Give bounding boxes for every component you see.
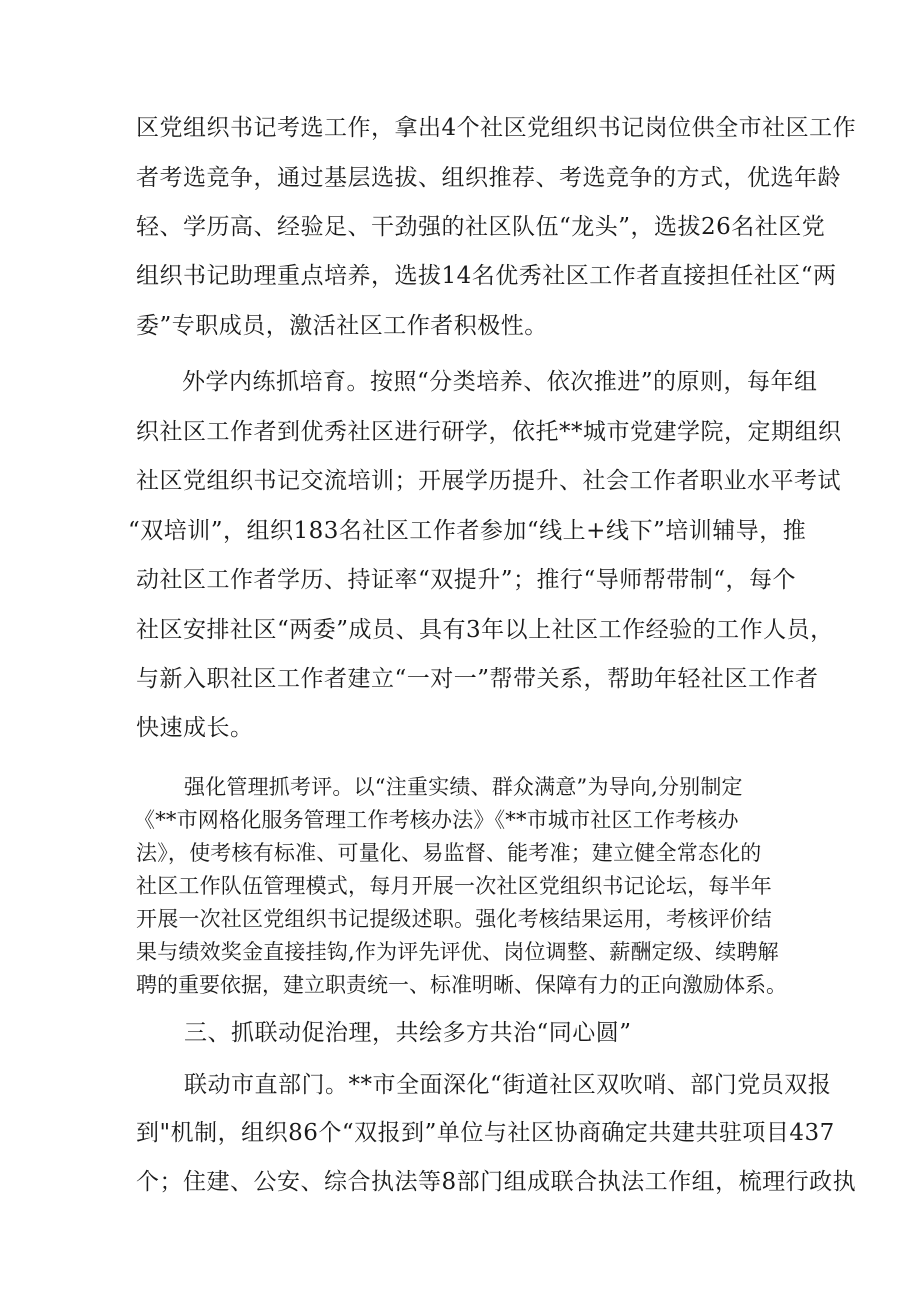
text-line: 社区安排社区“两委”成员、具有3年以上社区工作经验的工作人员， (136, 617, 834, 643)
text-line: 快速成长。 (136, 715, 254, 741)
text-line: 聘的重要依据，建立职责统一、标准明晰、保障有力的正向激励体系。 (136, 973, 787, 997)
section-heading: 三、抓联动促治理，共绘多方共治“同心圆” (184, 1020, 632, 1046)
text-line: 个；住建、公安、综合执法等8部门组成联合执法工作组，梳理行政执 (136, 1169, 857, 1195)
text-line: “双培训”，组织183名社区工作者参加“线上+线下”培训辅导，推 (128, 518, 807, 544)
text-line: 轻、学历高、经验足、干劲强的社区队伍“龙头”，选拔26名社区党 (136, 214, 826, 240)
text-line: 区党组织书记考选工作，拿出4个社区党组织书记岗位供全市社区工作 (136, 115, 857, 141)
text-line: 果与绩效奖金直接挂钩,作为评先评优、岗位调整、薪酬定级、续聘解 (136, 940, 779, 964)
text-line: 织社区工作者到优秀社区进行研学，依托**城市党建学院，定期组织 (136, 419, 842, 445)
text-line: 社区工作队伍管理模式，每月开展一次社区党组织书记论坛，每半年 (136, 874, 772, 898)
paragraph-first-line: 联动市直部门。**市全面深化“街道社区双吹哨、部门党员双报 (184, 1072, 832, 1098)
paragraph-first-line: 强化管理抓考评。以“注重实绩、群众满意”为导向,分别制定 (184, 775, 743, 799)
text-line: 动社区工作者学历、持证率“双提升”；推行“导师帮带制“，每个 (136, 567, 797, 593)
text-line: 社区党组织书记交流培训；开展学历提升、社会工作者职业水平考试 (136, 468, 841, 494)
text-line: 《**市网格化服务管理工作考核办法》《**市城市社区工作考核办 (134, 808, 739, 832)
text-line: 开展一次社区党组织书记提级述职。强化考核结果运用，考核评价结 (136, 907, 772, 931)
text-line: 委”专职成员，激活社区工作者积极性。 (136, 313, 548, 339)
paragraph-first-line: 外学内练抓培育。按照“分类培养、依次推进”的原则，每年组 (182, 369, 818, 395)
text-line: 组织书记助理重点培养，选拔14名优秀社区工作者直接担任社区“两 (136, 263, 837, 289)
text-line: 到"机制，组织86个“双报到”单位与社区协商确定共建共驻项目437 (136, 1120, 835, 1146)
text-line: 者考选竞争，通过基层选拔、组织推荐、考选竞争的方式，优选年龄 (136, 165, 841, 191)
text-line: 法》，使考核有标准、可量化、易监督、能考准；建立健全常态化的 (136, 841, 762, 865)
text-line: 与新入职社区工作者建立“一对一”帮带关系，帮助年轻社区工作者 (136, 666, 819, 692)
